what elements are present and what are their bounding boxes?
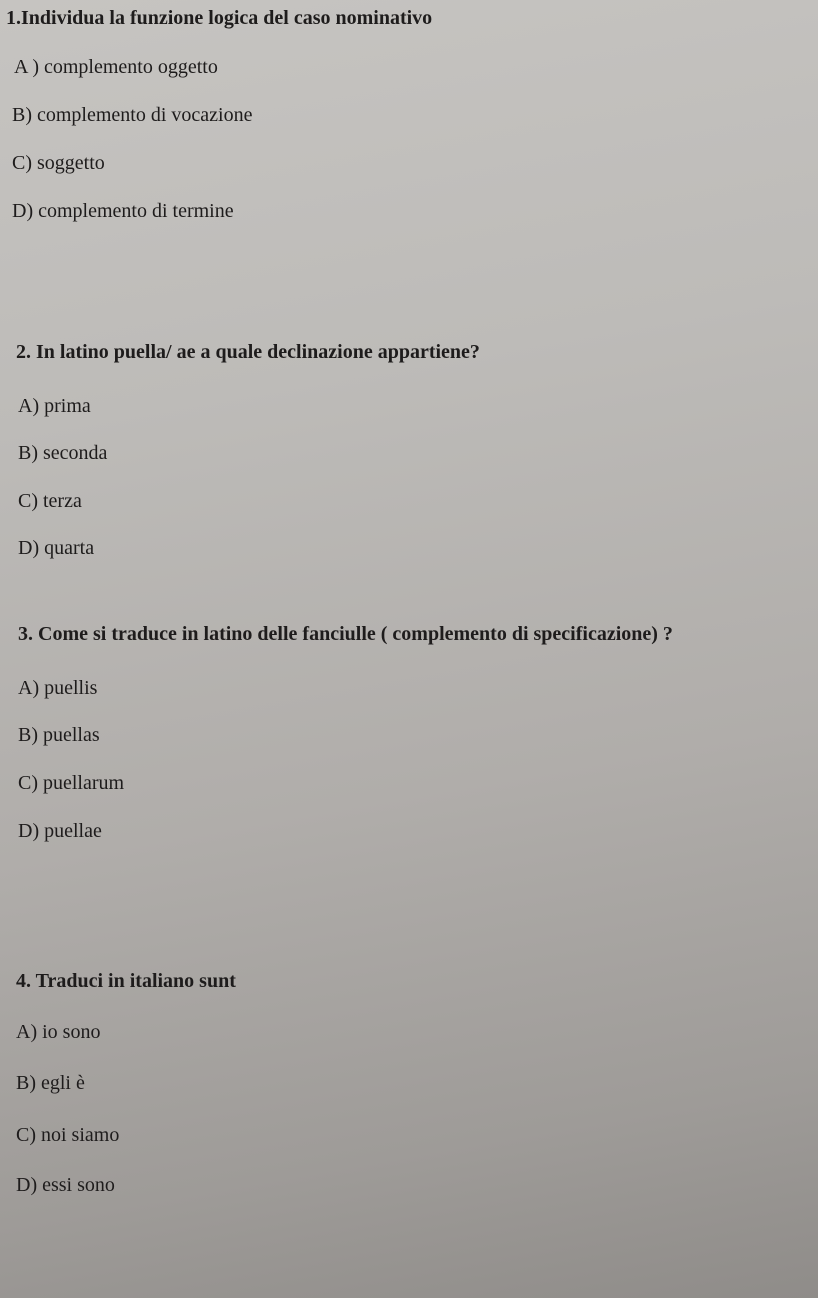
question-4-title: 4. Traduci in italiano sunt — [16, 970, 236, 992]
question-1-title: 1.Individua la funzione logica del caso nominativo — [6, 7, 433, 29]
question-2-option-d: D) quarta — [18, 537, 95, 559]
question-2-option-b: B) seconda — [18, 442, 108, 464]
question-3-option-c: C) puellarum — [18, 772, 125, 794]
question-3-option-a: A) puellis — [18, 677, 98, 699]
question-3-option-d: D) puellae — [18, 820, 102, 842]
question-4-option-d: D) essi sono — [16, 1174, 115, 1196]
question-2-option-a: A) prima — [18, 395, 91, 417]
question-1-option-c: C) soggetto — [12, 152, 105, 174]
question-1-option-d: D) complemento di termine — [12, 200, 234, 222]
question-2-option-c: C) terza — [18, 490, 82, 512]
question-4-option-c: C) noi siamo — [16, 1124, 120, 1146]
question-4-option-a: A) io sono — [16, 1021, 101, 1043]
question-3-title: 3. Come si traduce in latino delle fanciulle ( complemento di specificazione) ? — [18, 623, 673, 645]
question-2-title: 2. In latino puella/ ae a quale declinazione appartiene? — [16, 341, 480, 363]
question-1-option-a: A ) complemento oggetto — [14, 56, 218, 78]
question-1-option-b: B) complemento di vocazione — [12, 104, 253, 126]
question-3-option-b: B) puellas — [18, 724, 100, 746]
question-4-option-b: B) egli è — [16, 1072, 85, 1094]
